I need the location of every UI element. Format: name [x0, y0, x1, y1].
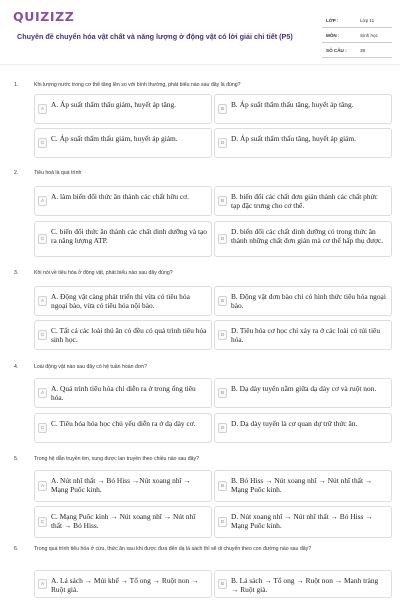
option-5a[interactable]	[34, 470, 212, 502]
question-number: 2.	[14, 170, 19, 176]
option-4b[interactable]	[214, 378, 392, 408]
question-text: Khi nói về tiêu hóa ở động vật, phát biểu nào sau đây đúng?	[34, 270, 173, 276]
option-text: A. Quá trình tiêu hóa chỉ diễn ra ở trong ống tiêu hóa.	[51, 384, 196, 402]
quizizz-logo	[13, 8, 83, 24]
meta-label: SỐ CÂU :	[326, 48, 347, 53]
option-text: C. Tiêu hóa hóa học chủ yếu diễn ra ở dạ dày cơ.	[51, 419, 196, 428]
option-text: B. biến đổi các chất đơn giản thành các chất phức tạp đặc trưng cho cơ thể.	[231, 192, 378, 210]
meta-label: MÔN :	[326, 33, 340, 38]
question-text: Khi lượng nước trong cơ thể tăng lên so với bình thường, phát biểu nào sau đây là đúng?	[34, 82, 241, 88]
option-3d[interactable]	[214, 320, 392, 350]
option-1b[interactable]	[214, 94, 392, 124]
option-6a[interactable]	[34, 570, 212, 598]
option-letter-badge: D	[218, 138, 227, 148]
option-text: D. Áp suất thẩm thấu tăng, huyết áp giảm.	[231, 134, 356, 143]
option-text: D. biến đổi các chất dinh dưỡng có trong thức ăn thành những chất đơn giản mà cơ thể hấp thụ được.	[231, 227, 384, 245]
question-text: Tiêu hoá là quá trình	[34, 170, 82, 176]
meta-row-count	[322, 43, 392, 58]
option-letter-badge: A	[38, 388, 47, 398]
header-divider	[0, 64, 400, 65]
option-text: A. Áp suất thẩm thấu giảm, huyết áp tăng.	[51, 100, 176, 109]
option-text: C. biến đổi thức ăn thành các chất dinh dưỡng và tạo ra năng lượng ATP.	[51, 227, 207, 245]
option-text: B. Động vật đơn bào chỉ có hình thức tiêu hóa ngoại bào.	[231, 292, 386, 310]
option-2d[interactable]	[214, 221, 392, 257]
option-text: B. Dạ dày tuyến nằm giữa dạ dày cơ và ruột non.	[231, 384, 377, 393]
option-3c[interactable]	[34, 320, 212, 350]
option-3b[interactable]	[214, 286, 392, 316]
meta-box	[322, 13, 392, 58]
meta-row-subject	[322, 28, 392, 43]
option-text: D. Tiêu hóa cơ học chỉ xảy ra ở các loài có túi tiêu hóa.	[231, 326, 381, 344]
option-5d[interactable]	[214, 506, 392, 538]
option-2a[interactable]	[34, 186, 212, 216]
option-letter-badge: C	[38, 517, 47, 527]
question-number: 5.	[14, 456, 19, 462]
option-letter-badge: B	[218, 104, 227, 114]
option-6b[interactable]	[214, 570, 392, 598]
option-letter-badge: D	[218, 423, 227, 433]
option-text: D. Nút xoang nhĩ → Nút nhĩ thất → Bó Hiss → Mạng Puôc kinh.	[231, 512, 373, 530]
option-text: B. Lá sách → Tổ ong → Ruột non → Manh tràng → Ruột già.	[231, 576, 379, 594]
option-text: C. Tất cả các loài thú ăn cỏ đều có quá trình tiêu hóa sinh học.	[51, 326, 207, 344]
option-letter-badge: B	[218, 579, 227, 589]
option-letter-badge: A	[38, 196, 47, 206]
option-1a[interactable]	[34, 94, 212, 124]
option-text: A. Nút nhĩ thất → Bó Hiss →Nút xoang nhĩ → Mạng Puôc kinh.	[51, 476, 191, 494]
option-letter-badge: B	[218, 481, 227, 491]
question-number: 3.	[14, 270, 19, 276]
option-letter-badge: B	[218, 388, 227, 398]
document-title: Chuyên đề chuyển hóa vật chất và năng lượng ở động vật có lời giải chi tiết (P5)	[17, 32, 293, 41]
option-2c[interactable]	[34, 221, 212, 257]
meta-value: 39	[360, 48, 366, 53]
option-text: C. Mạng Puôc kinh → Nút xoang nhĩ → Nút nhĩ thất → Bó Hiss.	[51, 512, 196, 530]
document-header	[0, 0, 400, 62]
option-letter-badge: A	[38, 481, 47, 491]
option-text: B. Áp suất thẩm thấu tăng, huyết áp tăng.	[231, 100, 354, 109]
option-text: B. Bó Hiss → Nút xoang nhĩ → Nút nhĩ thất → Mạng Puôc kinh.	[231, 476, 373, 494]
option-1c[interactable]	[34, 128, 212, 158]
option-5c[interactable]	[34, 506, 212, 538]
option-letter-badge: B	[218, 196, 227, 206]
option-text: D. Dạ dày tuyến là cơ quan dự trữ thức ăn.	[231, 419, 358, 428]
option-letter-badge: A	[38, 579, 47, 589]
question-text: Trong quá trình tiêu hóa ở cừu, thức ăn sau khi được đưa đến dạ lá sách thì sẽ di chuyển theo con đường nào sau đây?	[34, 546, 312, 552]
option-letter-badge: C	[38, 234, 47, 244]
option-text: A. Lá sách → Múi khế → Tổ ong → Ruột non → Ruột già.	[51, 576, 199, 594]
option-5b[interactable]	[214, 470, 392, 502]
meta-row-class	[322, 13, 392, 28]
option-4a[interactable]	[34, 378, 212, 408]
option-text: A. làm biến đổi thức ăn thành các chất hữu cơ.	[51, 192, 189, 201]
option-3a[interactable]	[34, 286, 212, 316]
meta-value: Lớp 11	[360, 18, 375, 23]
question-number: 1.	[14, 82, 19, 88]
option-letter-badge: C	[38, 330, 47, 340]
option-letter-badge: D	[218, 234, 227, 244]
logo-text: QUIZIZZ	[13, 9, 75, 24]
option-letter-badge: A	[38, 296, 47, 306]
option-text: C. Áp suất thẩm thấu giảm, huyết áp giảm.	[51, 134, 178, 143]
option-1d[interactable]	[214, 128, 392, 158]
option-text: A. Động vật càng phát triển thì vừa có tiêu hóa ngoại bào, vừa có tiêu hóa nội bào.	[51, 292, 190, 310]
option-2b[interactable]	[214, 186, 392, 216]
option-letter-badge: A	[38, 104, 47, 114]
option-letter-badge: B	[218, 296, 227, 306]
meta-label: LỚP :	[326, 18, 339, 23]
question-text: Trong hệ dẫn truyền tim, xung được lan truyền theo chiều nào sau đây?	[34, 456, 200, 462]
option-letter-badge: D	[218, 330, 227, 340]
question-number: 6.	[14, 546, 19, 552]
meta-value: Sinh học	[360, 33, 378, 38]
option-4c[interactable]	[34, 413, 212, 443]
question-number: 4.	[14, 364, 19, 370]
option-letter-badge: D	[218, 517, 227, 527]
option-4d[interactable]	[214, 413, 392, 443]
question-text: Loài động vật nào sau đây có hệ tuần hoàn đơn?	[34, 364, 148, 370]
option-letter-badge: C	[38, 423, 47, 433]
option-letter-badge: C	[38, 138, 47, 148]
